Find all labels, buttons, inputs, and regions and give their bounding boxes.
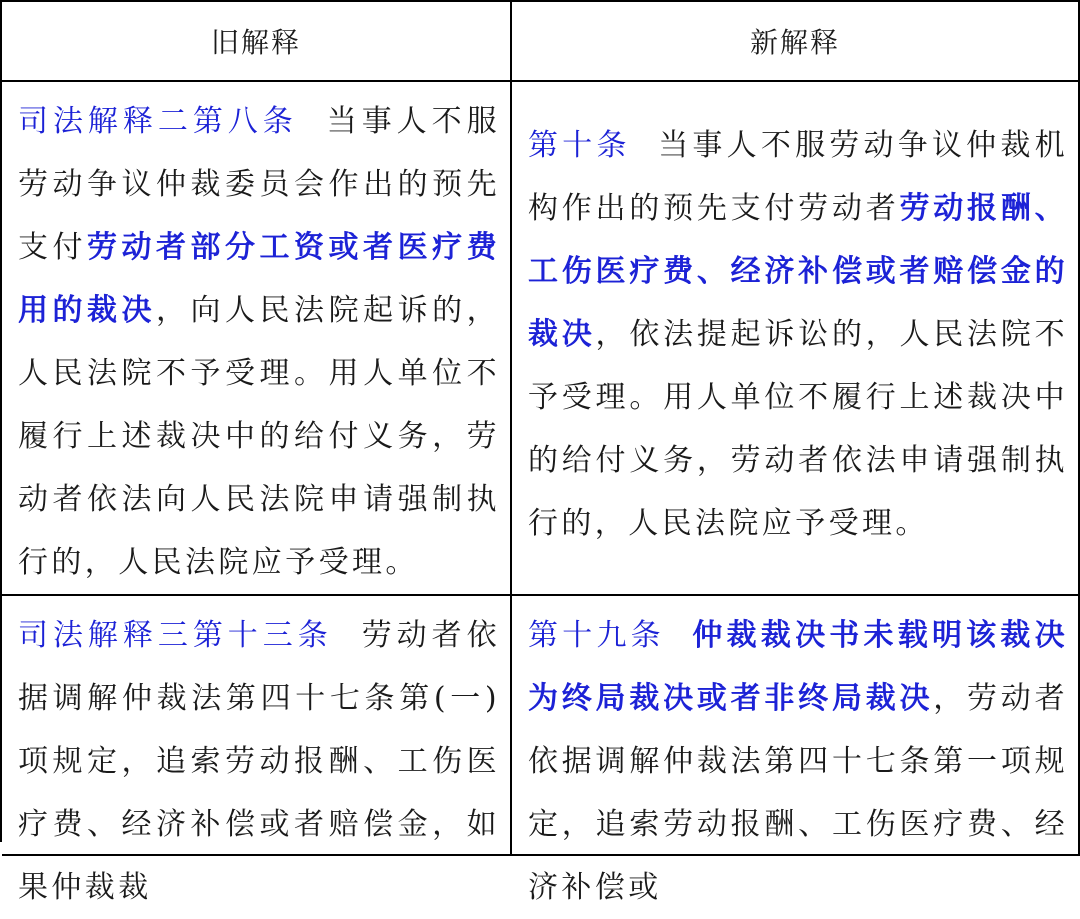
row1-old-highlight: 劳动者部分工资或者医疗费用的裁决 xyxy=(18,230,500,328)
row2-old-text xyxy=(18,604,500,919)
header-new xyxy=(512,2,1080,82)
row2-new-text xyxy=(528,604,1068,919)
row1-old-text-2: ，向人民法院起诉的，人民法院不予受理。用人单位不履行上述裁决中的给付义务，劳动者依法向人民法院申请强制执行的，人民法院应予受理。 xyxy=(18,293,500,580)
row1-old-text xyxy=(18,90,500,594)
row1-new-text-1: 当事人不服劳动争议仲裁机构作出的预先支付劳动者 xyxy=(528,128,1068,226)
row1-new-text-2: ，依法提起诉讼的，人民法院不予受理。用人单位不履行上述裁决中的给付义务，劳动者依法申请强制执行的，人民法院应予受理。 xyxy=(528,317,1068,541)
row2-new-ref: 第十九条 xyxy=(528,618,665,653)
row2-new-cell xyxy=(512,596,1080,905)
header-old-label: 旧解释 xyxy=(210,26,301,59)
row1-new-cell xyxy=(512,82,1080,596)
row2-old-text-1: 劳动者依据调解仲裁法第四十七条第(一)项规定，追索劳动报酬、工伤医疗费、经济补偿或者赔偿金，如果仲裁裁 xyxy=(18,618,500,905)
row2-new-highlight: 仲裁裁决书未载明该裁决为终局裁决或者非终局裁决 xyxy=(528,618,1068,716)
row1-new-ref: 第十条 xyxy=(528,128,631,163)
row1-old-cell xyxy=(2,82,512,596)
row1-old-text-1: 当事人不服劳动争议仲裁委员会作出的预先支付 xyxy=(18,104,501,265)
row2-old-ref: 司法解释三第十三条 xyxy=(18,618,333,653)
row1-old-ref: 司法解释二第八条 xyxy=(18,104,298,139)
row2-new-text-1: ，劳动者依据调解仲裁法第四十七条第一项规定，追索劳动报酬、工伤医疗费、经济补偿或 xyxy=(528,681,1068,905)
row1-new-text xyxy=(528,114,1068,555)
row2-old-cell xyxy=(2,596,512,905)
header-new-label: 新解释 xyxy=(749,26,840,59)
header-old xyxy=(2,2,512,82)
row1-new-highlight: 劳动报酬、工伤医疗费、经济补偿或者赔偿金的裁决 xyxy=(528,191,1069,352)
